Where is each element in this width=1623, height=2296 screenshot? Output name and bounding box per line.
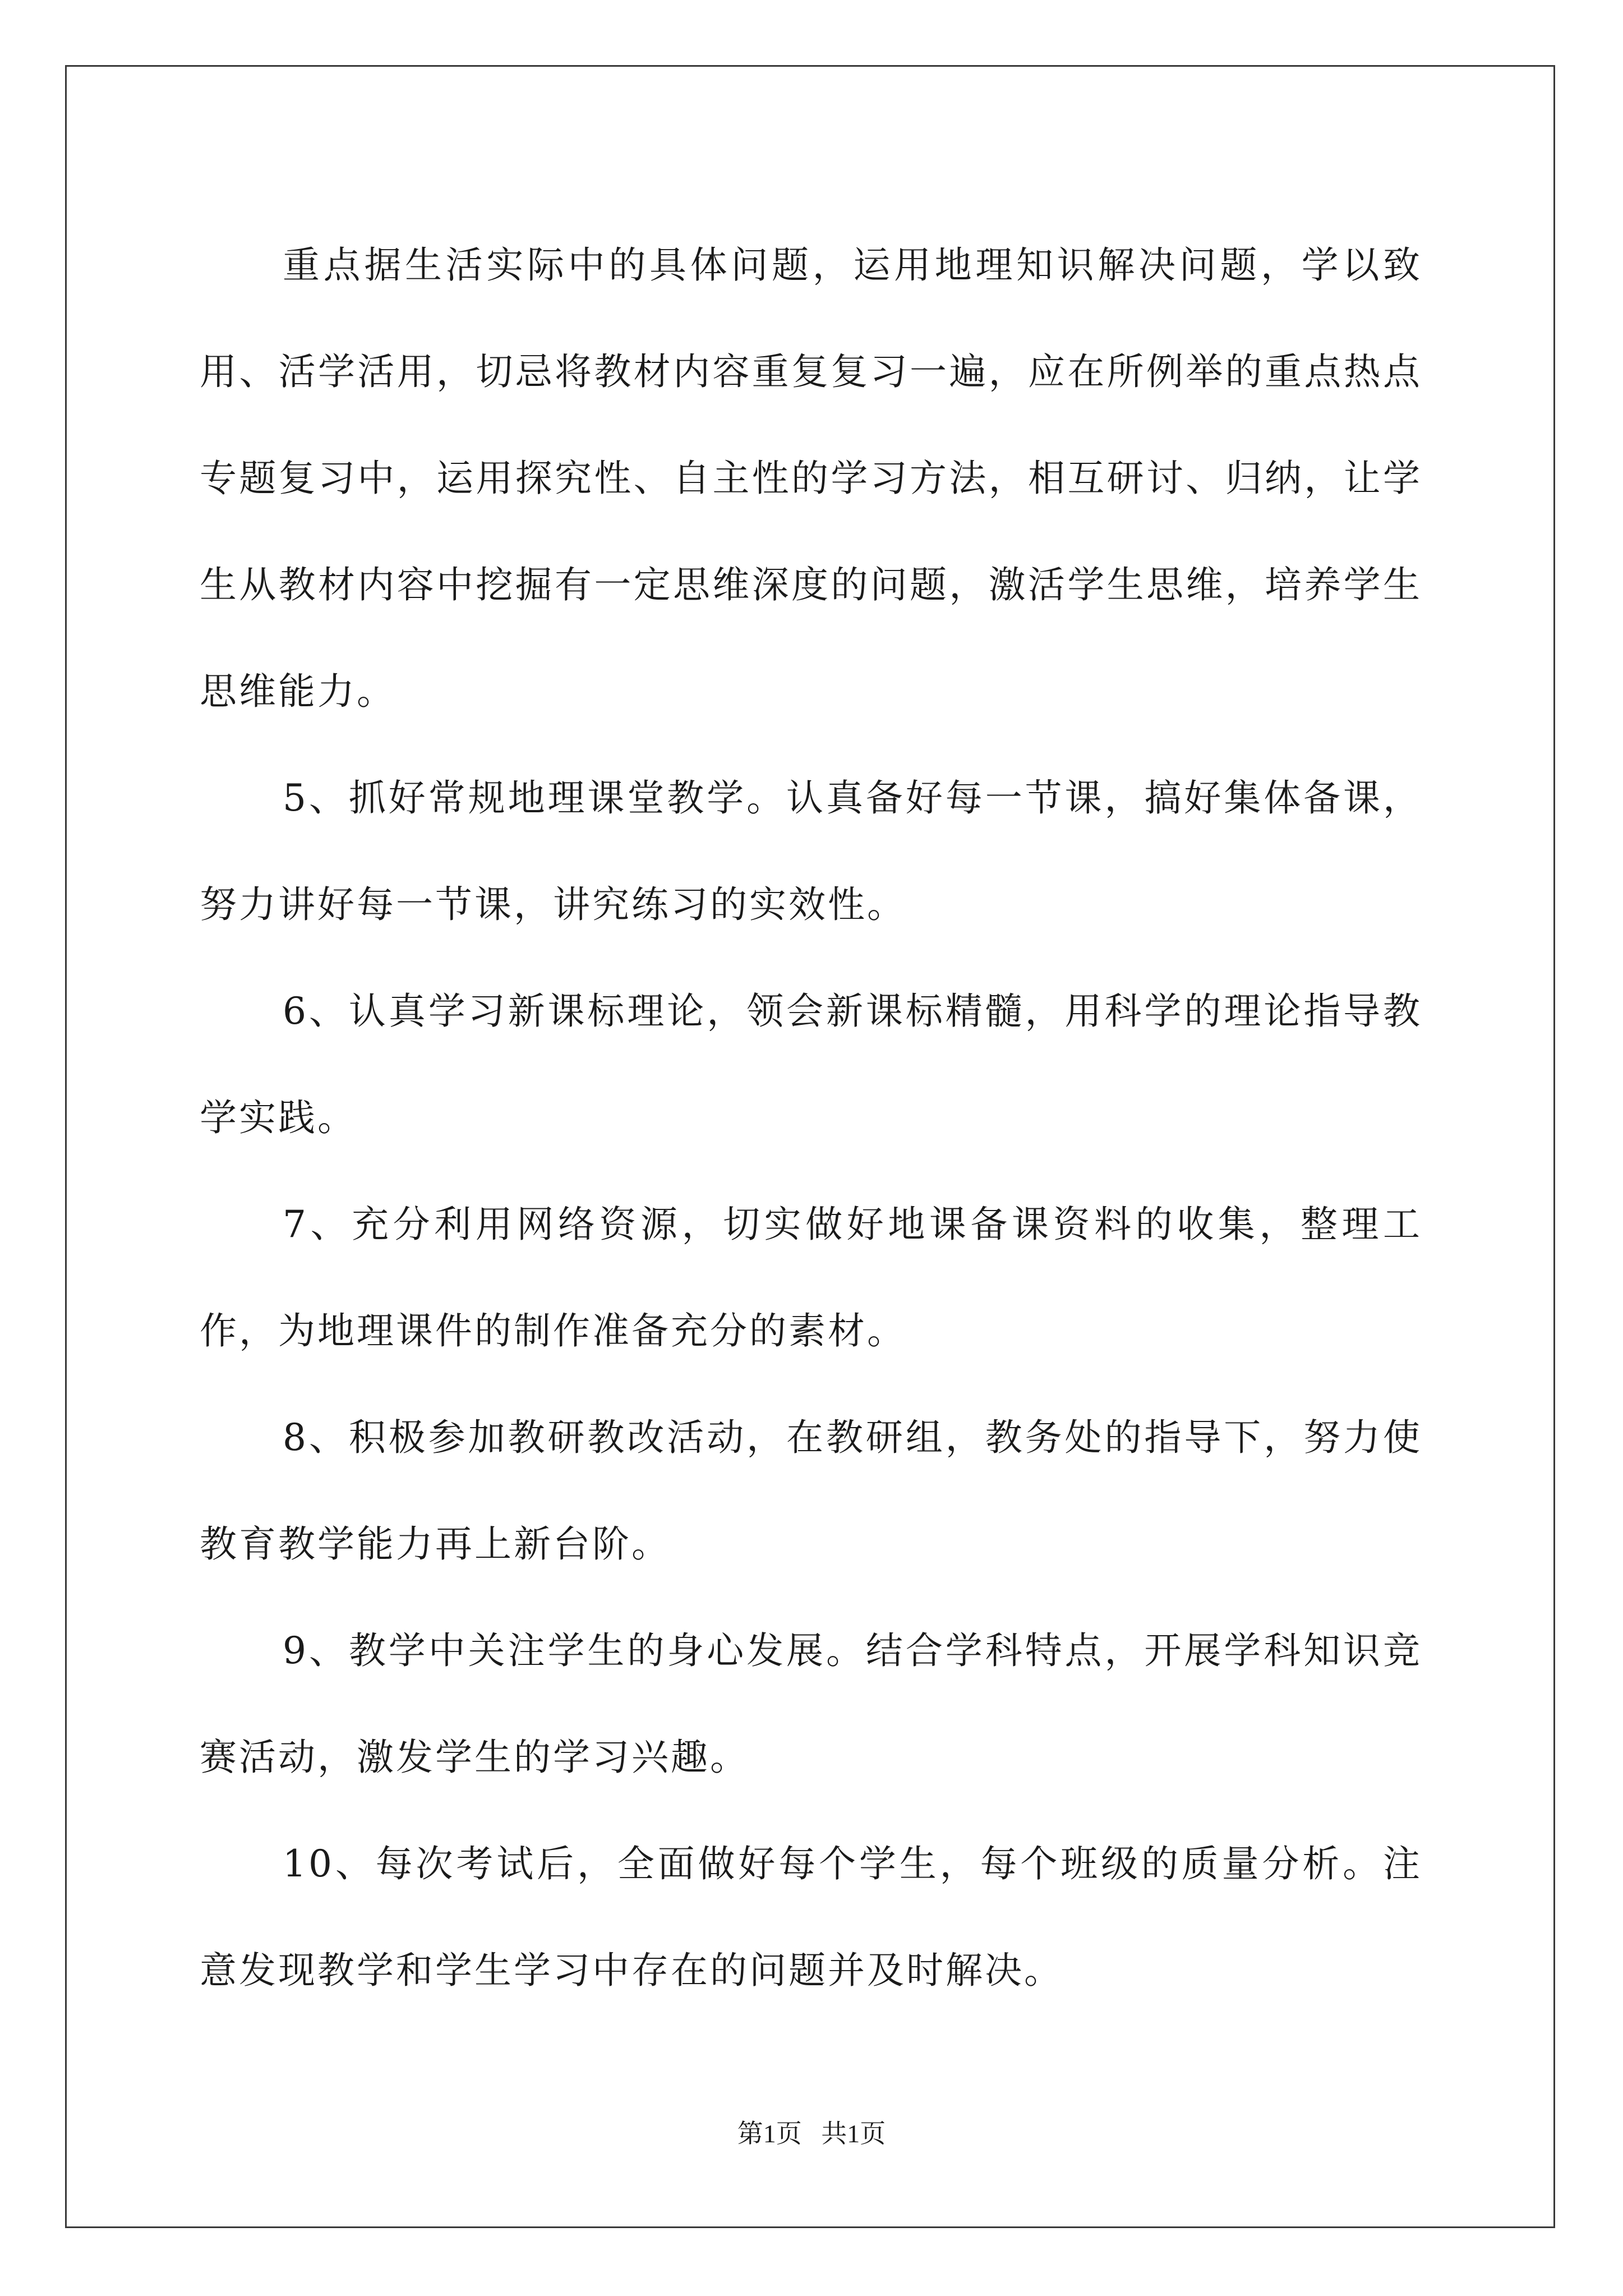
document-body [200, 212, 1422, 2024]
paragraph-item-8: 8、积极参加教研教改活动，在教研组，教务处的指导下，努力使教育教学能力再上新台阶。 [200, 1416, 1422, 1566]
paragraph-item-9: 9、教学中关注学生的身心发展。结合学科特点，开展学科知识竞赛活动，激发学生的学习兴趣。 [200, 1629, 1422, 1779]
paragraph-continuation: 重点据生活实际中的具体问题，运用地理知识解决问题，学以致用、活学活用，切忌将教材内容重复复习一遍，应在所例举的重点热点专题复习中，运用探究性、自主性的学习方法，相互研讨、归纳，让学生从教材内容中挖掘有一定思维深度的问题，激活学生思维，培养学生思维能力。 [200, 243, 1422, 713]
paragraph-item-10: 10、每次考试后，全面做好每个学生，每个班级的质量分析。注意发现教学和学生学习中存在的问题并及时解决。 [200, 1842, 1422, 1992]
paragraph-item-6: 6、认真学习新课标理论，领会新课标精髓，用科学的理论指导教学实践。 [200, 990, 1422, 1139]
paragraph-item-7: 7、充分利用网络资源，切实做好地课备课资料的收集，整理工作，为地理课件的制作准备充分的素材。 [200, 1203, 1422, 1352]
paragraph-item-5: 5、抓好常规地理课堂教学。认真备好每一节课，搞好集体备课，努力讲好每一节课，讲究练习的实效性。 [200, 776, 1422, 926]
page-footer: 第1页 共1页 [737, 2119, 886, 2148]
